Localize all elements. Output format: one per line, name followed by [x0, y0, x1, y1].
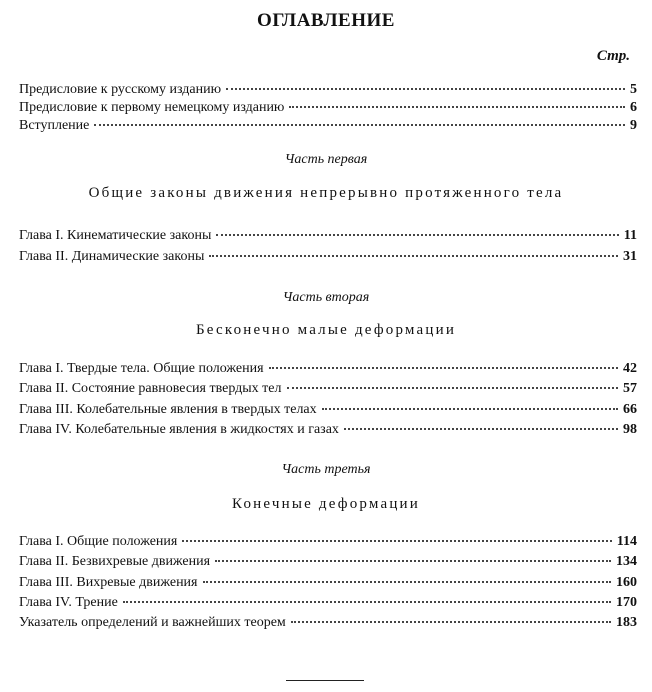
leader-dots	[209, 241, 618, 257]
toc-entry-label: Глава III. Колебательные явления в твердых телах	[19, 402, 317, 417]
toc-entry-label: Глава II. Состояние равновесия твердых тел	[19, 381, 282, 396]
leader-dots	[215, 546, 611, 562]
toc-entry-label: Глава IV. Колебательные явления в жидкостях и газах	[19, 422, 339, 437]
part-title: Часть первая	[284, 152, 368, 167]
toc-entry	[19, 549, 637, 569]
part-heading: Бесконечно малые деформации	[195, 322, 457, 338]
toc-entry	[19, 376, 637, 396]
toc-entry-label: Глава I. Кинематические законы	[19, 228, 212, 243]
toc-entry-page: 183	[616, 615, 637, 630]
toc-entry	[19, 113, 637, 133]
toc-entry-page: 66	[623, 402, 637, 417]
leader-dots	[123, 587, 611, 603]
part-heading: Общие законы движения непрерывно протяженного тела	[88, 185, 564, 201]
toc-entry-page: 114	[616, 534, 637, 549]
toc-entry-page: 5	[630, 82, 637, 97]
part-title: Часть третья	[281, 462, 371, 477]
toc-entry-page: 134	[616, 554, 637, 569]
toc-entry	[19, 417, 637, 437]
toc-entry-label: Глава I. Общие положения	[19, 534, 178, 549]
leader-dots	[182, 526, 611, 542]
toc-entry-page: 9	[630, 118, 637, 133]
toc-entry-label: Предисловие к первому немецкому изданию	[19, 100, 285, 115]
toc-entry-label: Глава II. Динамические законы	[19, 249, 205, 264]
leader-dots	[226, 74, 625, 90]
toc-entry	[19, 610, 637, 630]
leader-dots	[291, 607, 611, 623]
toc-entry-label: Вступление	[19, 118, 90, 133]
toc-entry-page: 98	[623, 422, 637, 437]
toc-entry-label: Глава IV. Трение	[19, 595, 118, 610]
leader-dots	[94, 110, 625, 126]
toc-entry-page: 160	[616, 575, 637, 590]
toc-entry-page: 170	[616, 595, 637, 610]
toc-entry-label: Глава I. Твердые тела. Общие положения	[19, 361, 264, 376]
toc-entry-label: Глава III. Вихревые движения	[19, 575, 198, 590]
toc-entry-page: 6	[630, 100, 637, 115]
toc-entry-label: Глава II. Безвихревые движения	[19, 554, 211, 569]
part-heading: Конечные деформации	[231, 496, 421, 512]
page-title: ОГЛАВЛЕНИЕ	[257, 10, 395, 31]
leader-dots	[287, 373, 619, 389]
toc-entry	[19, 223, 637, 243]
toc-entry-label: Предисловие к русскому изданию	[19, 82, 222, 97]
leader-dots	[269, 353, 618, 369]
leader-dots	[344, 414, 618, 430]
leader-dots	[322, 394, 618, 410]
toc-entry-page: 31	[623, 249, 637, 264]
toc-entry-page: 57	[623, 381, 637, 396]
part-title: Часть вторая	[282, 290, 370, 305]
page-column-label: Стр.	[596, 48, 630, 64]
leader-dots	[203, 567, 612, 583]
leader-dots	[289, 92, 625, 108]
toc-entry-page: 42	[623, 361, 637, 376]
toc-entry-label: Указатель определений и важнейших теорем	[19, 615, 286, 630]
closing-rule	[286, 680, 364, 681]
toc-entry	[19, 244, 637, 264]
toc-entry-page: 11	[623, 228, 637, 243]
leader-dots	[216, 220, 618, 236]
